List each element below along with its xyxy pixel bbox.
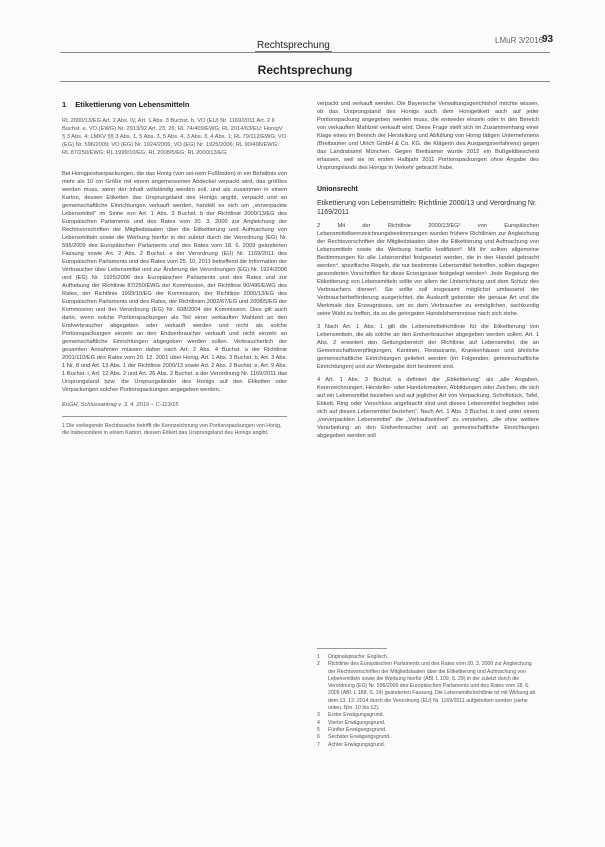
page-title: Rechtsprechung <box>257 63 353 77</box>
section-number: 1 <box>62 100 67 109</box>
paragraph-2: 2 Mit der Richtlinie 2000/13/EG² von Europäischen Lebensmittelkennzeichnungsbestimmungen wurden frühere Richtlinien zur Angleichung der Rechtsvorschriften der Mitgliedstaaten über die Etikettierung und Aufmachung von Lebensmitteln sowie die Werbung hierfür kodifiziert³. Mit ihr sollten allgemeine Bestimmungen für alle Lebensmittel festgesetzt werden, die in den Handel gebracht werden⁴, spezifische Regeln, die nur bestimmte Lebensmittel betreffen, sollten dagegen gesonderten Vorschriften für diese Erzeugnisse festgelegt werden⁵. Jede Regelung der Etikettierung von Lebensmitteln sollte vor allem der Unterrichtung und dem Schutz des Verbrauchers dienen⁶. Sie sollte soll insgesamt möglichst umfassend der Verbraucherbeförderung ausgerichtet, die Auskunft gebender die genaue Art und die Merkmale des Erzeugnisses, um so dem Verbraucher zu ermöglichen, sachkundig seine Wahl zu treffen, da so die geringsten Handelshemmnisse nach sich ziehe. <box>317 223 539 317</box>
decision-source: EuGH, Schlussantrag v. 3. 4. 2016 – C-113/15 <box>62 401 179 408</box>
journal-issue: LMuR 3/2016 <box>495 36 544 45</box>
section-title: Etikettierung von Lebensmitteln <box>75 100 190 109</box>
subsection-title: Etikettierung von Lebensmitteln: Richtlinie 2000/13 und Verordnung Nr. 1169/2011 <box>317 200 537 216</box>
footnote-item: 5 Fünfter Erwägungsgrund. <box>317 726 387 733</box>
footnote-item: 7 Achter Erwägungsgrund. <box>317 741 386 748</box>
left-column <box>62 100 287 437</box>
footnote-separator <box>62 416 287 417</box>
running-header-section: Rechtsprechung <box>257 40 330 51</box>
footnote-item: 6 Sechster Erwägungsgrund. <box>317 734 391 741</box>
page-number: 93 <box>542 34 554 45</box>
paragraph-3: 3 Nach Art. 1 Abs. 1 gilt die Lebensmittelrichtlinie für die Etikettierung von Lebensmitteln, die als solche an den Endverbraucher abgegeben werden sollen. Art. 1 Abs. 2 erweitert den Geltungsbereich der Richtlinie auf Lebensmittel, die an Gemeinschaftsverpflegungen, Kantinen, Restaurants, Krankenhäuser und ähnliche gemeinschaftliche Einrichtungen geliefert werden (im Folgenden: gemeinschaftliche Einrichtungen) und zur Weitergabe dort bestimmt sind. <box>317 324 539 370</box>
footnotes <box>317 648 539 749</box>
footnote-item: 3 Erster Erwägungsgrund. <box>317 712 384 719</box>
intro-paragraph: verpackt und verkauft werden. Die Bayerische Verwaltungsgerichtshof möchte wissen, ob das Ursprungsland des Honigs auch dem Honigetikett auch auf jeder Portionspackung angegeben werden muss, die entweder einzeln oder in den Bereich von verkauften Mahlzeit verkauft wird. Diese Frage stellt sich im Zusammenhang einer Klage eines im Bereich der Herstellung und Abfüllung von Honig tätigen Unternehmens (Breitsamer und Ulrich GmbH & Co. KG, die Klägerin des Ausgangsverfahrens) gegen das Landratsamt München. Gegen Breitsamer wurde 2012 ein Bußgeldbescheid erlassen, weil sie im ersten Halbjahr 2011 Portionspackungen ohne Angabe des Ursprungslands des Honigs in Verkehr gebracht habe. <box>317 101 539 171</box>
footnote-item: 1 Originalsprache: Englisch. <box>317 654 389 660</box>
footnote-rule <box>317 648 387 649</box>
paragraph-4: 4 Art. 1 Abs. 3 Buchst. a definiert die „Etikettierung“ als „alle Angaben, Kennzeichnungen, Hersteller- oder Handelsmarken, Abbildungen oder Zeichen, die sich auf ein Lebensmittel beziehen und auf jeglicher Art von Verpackung, Schriftstück, Tafel, Etikett, Ring oder Verschluss angebracht sind und dieses Lebensmittel begleiten oder sich auf dieses Lebensmittel beziehen“. Nach Art. 1 Abs. 3 Buchst. b sind unter einem „vorverpackten Lebensmittel“ die „Verkaufseinheit“ zu verstehen, „die ohne weitere Verarbeitung an den Endverbraucher und an gemeinschaftliche Einrichtungen abgegeben werden soll <box>317 377 539 439</box>
title-rule <box>60 81 550 82</box>
right-column <box>317 100 539 445</box>
subsection-heading: Unionsrecht <box>317 186 358 193</box>
footnote-item: 4 Vierter Erwägungsgrund. <box>317 719 386 726</box>
section-heading <box>62 100 287 109</box>
left-footnote: 1 Die vorliegende Rechtssache betrifft die Kennzeichnung von Portionspackungen von Honig, die insbesondere in einem Karton, dessen Etikett das Ursprungsland des Honigs angibt, <box>62 422 282 436</box>
header-rule <box>60 52 550 53</box>
headnote-text: Bei Honigpostverpackungen, die das Honig (von sei-nem Fußboden) in ein Behältnis von mehr als 10 cm Größe mit einem angemessenen Abdeckel verpackt wird, das größtes werden muss, wenn der Inhalt vollständig werden soll, und als zusammen in einem Karton, dessen Etiketten das Ursprungsland des Honigs angibt, verpackt und an gemeinschaftliche Einrichtungen verkauft werden, handelt es sich um „vorverpackte Lebensmittel“ im Sinne von Art. 1 Abs. 3 Buchst. b der Richtlinie 2000/13/EG des Europäischen Parlaments und des Rates vom 20. 3. 2000 zur Angleichung der Rechtsvorschriften der Mitgliedstaaten über die Etikettierung und Aufmachung von Lebensmitteln sowie die Werbung hierfür in der zuletzt durch die Verordnung (EG) Nr. 596/2009 des Europäischen Parlaments und des Rates vom 18. 6. 2009 geänderten Fassung sowie Art. 2 Abs. 2 Buchst. e der Verordnung (EU) Nr. 1169/2011 des Europäischen Parlaments und des Rates vom 25. 10. 2011 betreffend die Information der Verbraucher über Lebensmittel und zur Änderung der Verordnungen (EG) Nr. 1924/2006 und (EG) Nr. 1925/2006 des Europäischen Parlaments und des Rates und zur Aufhebung der Richtlinie 87/250/EWG der Kommission, der Richtlinie 90/496/EWG des Rates, der Richtlinie 1999/10/EG der Kommission, der Richtlinie 2000/13/EG des Europäischen Parlaments und des Rates, der Richtlinien 2002/67/EG und 2008/5/EG der Kommission und der Verordnung (EG) Nr. 608/2004 der Kommission. Dies gilt auch dann, wenn solche Portionspackungen als Teil einer verkauften Mahlzeit an den Endverbraucher abgegeben oder verkauft werden und nicht als solche Portionspackungen einzeln an den Endverbraucher verkauft und nicht einzeln an gemeinschaftliche Einrichtungen abgegeben werden sollen. Verbraucherlich der gesamten Annahmen müssen daher nach Art. 2 Abs. 4 Buchst. a der Richtlinie 2001/110/EG des Rates vom 20. 12. 2001 über Honig, Art. 1 Abs. 3 Buchst. b, Art. 3 Abs. 1 Nr. 8 und Art. 13 Abs. 1 der Richtlinie 2000/13 sowie Art. 2 Abs. 2 Buchst. e, Art. 9 Abs. 1 Buchst. i, Art. 12 Abs. 2 und Art. 26 Abs. 2 Buchst. a der Verordnung Nr. 1169/2011 das Ursprungsland bzw. die Ursprungsländer des Honigs auf den Etiketten oder Verpackungen solcher Portionspackungen angegeben werden. <box>62 170 287 393</box>
norm-references: RL 2000/13/EG Art. 2 Abs. IV, Art. 1 Abs. 3 Buchst. b, VO (EU) Nr. 1169/2011 Art. 2 II Buchst. e, VO (EWG) Nr. 2913/92 Art. 23, 26; RL 74/409/EWG; RL 2014/63/EU; HonigV § 3 Abs. 4; LMKV §§ 3 Abs. 1, 5 Abs. 3, 5 Abs. 4, 3 Abs. 3, 4 Abs. 1; RL 79/112/EWG; VO (EG) Nr. 596/2009; VO (EG) Nr. 1924/2006; VO (EG) Nr. 1925/2006; RL 90/496/EWG; RL 87/250/EWG; RL 1999/10/EG; RL 2008/5/EG; RL 2000/13/EG <box>62 118 287 156</box>
footnote-item: 2 Richtlinie des Europäischen Parlaments und des Rates vom 20. 3. 2000 zur Angleichung der Rechtsvorschriften der Mitgliedstaaten über die Etikettierung und Aufmachung von Lebensmitteln sowie die Werbung hierfür (ABl. L 109, S. 29) in der zuletzt durch die Verordnung (EG) Nr. 596/2009 des Europäischen Parlaments und des Rates vom 18. 6. 2009 (ABl. L 188, S. 14) geänderten Fassung. Die Lebensmittelrichtlinie ist mit Wirkung ab dem 13. 12. 2014 durch die Verordnung (EU) Nr. 1169/2011 aufgehoben worden (siehe unten, Nrn. 10 bis 12). <box>317 661 536 712</box>
